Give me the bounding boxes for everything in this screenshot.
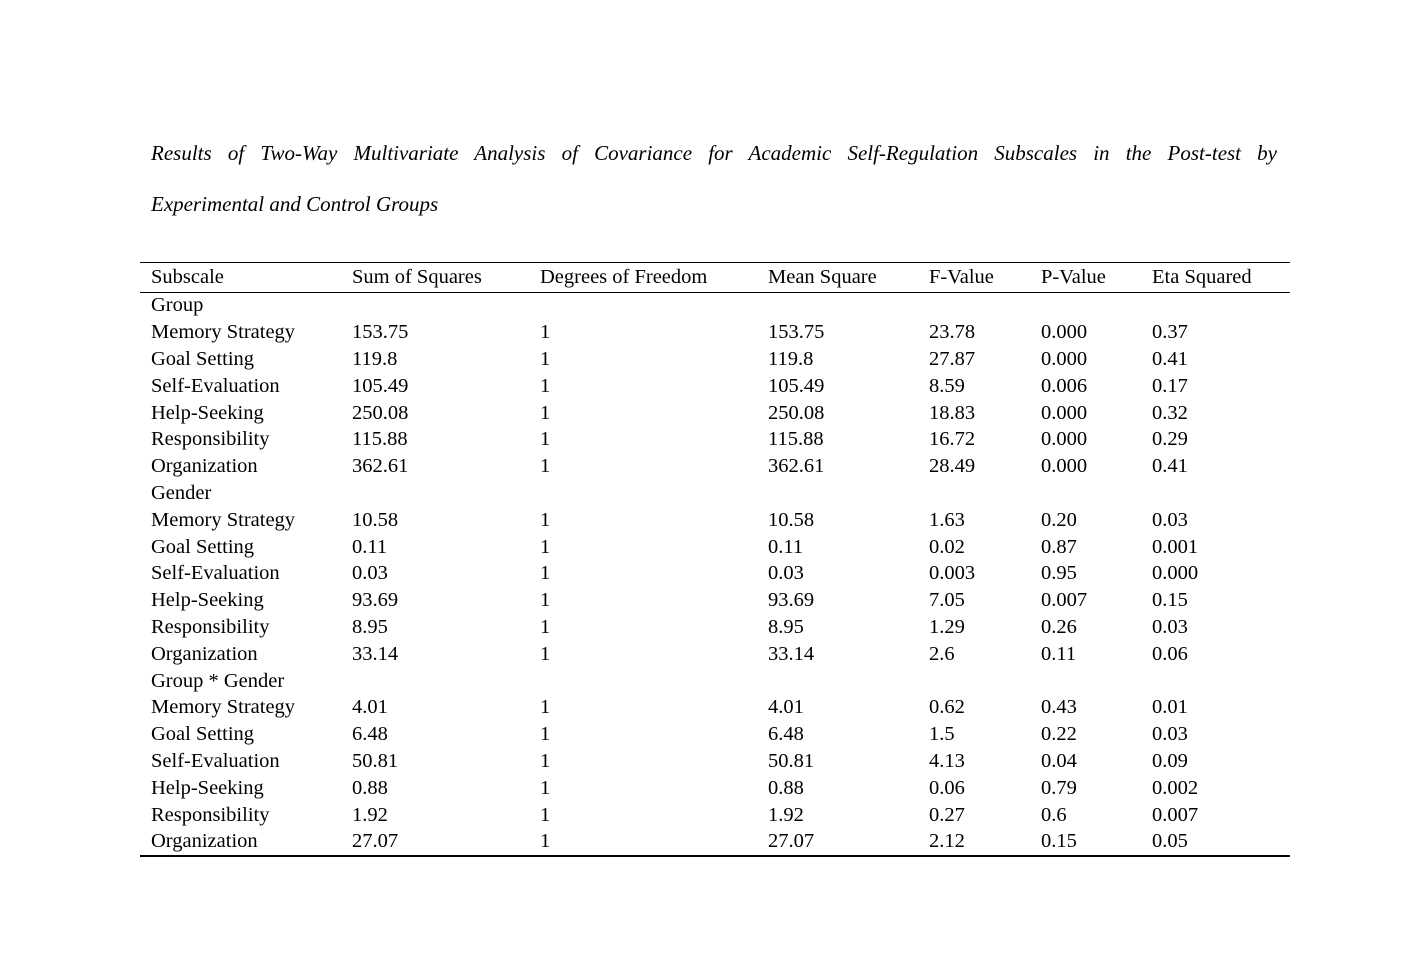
value-cell: 0.007: [1041, 589, 1088, 612]
table-row: [140, 828, 1290, 856]
section-row: [140, 480, 1290, 507]
value-cell: 0.88: [352, 776, 388, 799]
section-row: [140, 668, 1290, 695]
value-cell: 1: [540, 401, 551, 424]
column-header-f-value: F-Value: [929, 263, 1041, 293]
value-cell: 1: [540, 535, 551, 558]
value-cell: 115.88: [768, 428, 824, 451]
value-cell: 0.29: [1152, 428, 1188, 451]
value-cell: 33.14: [352, 642, 399, 665]
table-row: [140, 775, 1290, 802]
value-cell: 27.07: [768, 830, 815, 853]
table-row: [140, 507, 1290, 534]
value-cell: 153.75: [352, 321, 409, 344]
row-label: Self-Evaluation: [151, 374, 280, 397]
table-row: [140, 453, 1290, 480]
value-cell: 0.37: [1152, 321, 1188, 344]
value-cell: 27.87: [929, 347, 976, 370]
value-cell: 4.01: [352, 696, 388, 719]
value-cell: 1: [540, 830, 551, 853]
column-header-mean-square: Mean Square: [768, 263, 929, 293]
value-cell: 0.06: [1152, 642, 1188, 665]
value-cell: 0.41: [1152, 455, 1188, 478]
value-cell: 16.72: [929, 428, 976, 451]
table-row: [140, 721, 1290, 748]
row-label: Responsibility: [151, 428, 270, 451]
row-label: Self-Evaluation: [151, 562, 280, 585]
value-cell: 0.43: [1041, 696, 1077, 719]
value-cell: 105.49: [352, 374, 409, 397]
value-cell: 8.59: [929, 374, 965, 397]
value-cell: 0.02: [929, 535, 965, 558]
value-cell: 250.08: [352, 401, 409, 424]
table-row: [140, 319, 1290, 346]
header-row: [140, 263, 1290, 293]
table-row: [140, 426, 1290, 453]
table-row: [140, 802, 1290, 829]
value-cell: 0.15: [1041, 830, 1077, 853]
value-cell: 362.61: [352, 455, 409, 478]
value-cell: 0.22: [1041, 723, 1077, 746]
value-cell: 105.49: [768, 374, 825, 397]
value-cell: 1: [540, 803, 551, 826]
value-cell: 0.000: [1041, 347, 1088, 370]
value-cell: 1.63: [929, 508, 965, 531]
table-row: [140, 587, 1290, 614]
value-cell: 0.20: [1041, 508, 1077, 531]
column-header-degrees-of-freedom: Degrees of Freedom: [540, 263, 768, 293]
value-cell: 0.006: [1041, 374, 1088, 397]
row-label: Help-Seeking: [151, 401, 264, 424]
value-cell: 0.11: [352, 535, 388, 558]
table-row: [140, 748, 1290, 775]
table-row: [140, 560, 1290, 587]
mancova-results-table: [140, 262, 1290, 857]
table-row: [140, 400, 1290, 427]
table-row: [140, 614, 1290, 641]
table-row: [140, 694, 1290, 721]
value-cell: 250.08: [768, 401, 825, 424]
table-title-line-1: Results of Two-Way Multivariate Analysis of Covariance for Academic Self-Regulation Subscales in the Post-test by: [151, 141, 1277, 165]
value-cell: 6.48: [768, 723, 804, 746]
value-cell: 23.78: [929, 321, 976, 344]
value-cell: 0.01: [1152, 696, 1188, 719]
value-cell: 2.12: [929, 830, 965, 853]
value-cell: 0.15: [1152, 589, 1188, 612]
table-title-line-2: Experimental and Control Groups: [151, 192, 439, 216]
table-body: [140, 292, 1290, 856]
value-cell: 1: [540, 347, 551, 370]
value-cell: 1: [540, 455, 551, 478]
value-cell: 1: [540, 508, 551, 531]
value-cell: 0.03: [352, 562, 388, 585]
value-cell: 0.41: [1152, 347, 1188, 370]
table-row: [140, 373, 1290, 400]
value-cell: 93.69: [352, 589, 399, 612]
value-cell: 0.32: [1152, 401, 1188, 424]
value-cell: 0.87: [1041, 535, 1077, 558]
row-label: Goal Setting: [151, 723, 255, 746]
value-cell: 0.000: [1041, 401, 1088, 424]
value-cell: 27.07: [352, 830, 399, 853]
value-cell: 7.05: [929, 589, 965, 612]
section-row: [140, 292, 1290, 319]
value-cell: 1: [540, 776, 551, 799]
row-label: Organization: [151, 642, 258, 665]
column-header-sum-of-squares: Sum of Squares: [352, 263, 540, 293]
value-cell: 10.58: [768, 508, 815, 531]
value-cell: 28.49: [929, 455, 976, 478]
value-cell: 1: [540, 642, 551, 665]
value-cell: 0.05: [1152, 830, 1188, 853]
value-cell: 8.95: [352, 615, 388, 638]
value-cell: 0.95: [1041, 562, 1077, 585]
value-cell: 6.48: [352, 723, 388, 746]
row-label: Responsibility: [151, 615, 270, 638]
value-cell: 1: [540, 749, 551, 772]
value-cell: 115.88: [352, 428, 408, 451]
value-cell: 2.6: [929, 642, 955, 665]
value-cell: 362.61: [768, 455, 825, 478]
value-cell: 0.09: [1152, 749, 1188, 772]
value-cell: 1.5: [929, 723, 955, 746]
value-cell: 0.000: [1041, 428, 1088, 451]
value-cell: 1: [540, 615, 551, 638]
value-cell: 93.69: [768, 589, 815, 612]
column-header-p-value: P-Value: [1041, 263, 1152, 293]
value-cell: 0.03: [1152, 723, 1188, 746]
section-label: Gender: [151, 481, 212, 504]
value-cell: 1: [540, 723, 551, 746]
value-cell: 0.001: [1152, 535, 1199, 558]
value-cell: 0.03: [1152, 615, 1188, 638]
value-cell: 0.002: [1152, 776, 1199, 799]
value-cell: 0.6: [1041, 803, 1067, 826]
value-cell: 0.000: [1041, 321, 1088, 344]
column-header-eta-squared: Eta Squared: [1152, 263, 1290, 293]
row-label: Memory Strategy: [151, 696, 296, 719]
value-cell: 1: [540, 696, 551, 719]
value-cell: 4.13: [929, 749, 965, 772]
value-cell: 0.003: [929, 562, 976, 585]
value-cell: 0.17: [1152, 374, 1188, 397]
value-cell: 33.14: [768, 642, 815, 665]
value-cell: 0.27: [929, 803, 965, 826]
value-cell: 0.62: [929, 696, 965, 719]
row-label: Responsibility: [151, 803, 270, 826]
row-label: Organization: [151, 455, 258, 478]
value-cell: 1: [540, 562, 551, 585]
value-cell: 0.03: [768, 562, 804, 585]
value-cell: 1.92: [768, 803, 804, 826]
value-cell: 0.26: [1041, 615, 1077, 638]
value-cell: 0.11: [768, 535, 804, 558]
table-header: [140, 263, 1290, 293]
row-label: Help-Seeking: [151, 589, 264, 612]
value-cell: 1: [540, 374, 551, 397]
row-label: Organization: [151, 830, 258, 853]
row-label: Goal Setting: [151, 347, 255, 370]
row-label: Memory Strategy: [151, 321, 296, 344]
value-cell: 1: [540, 589, 551, 612]
value-cell: 153.75: [768, 321, 825, 344]
row-label: Goal Setting: [151, 535, 255, 558]
value-cell: 1: [540, 428, 551, 451]
value-cell: 0.88: [768, 776, 804, 799]
table-row: [140, 641, 1290, 668]
row-label: Memory Strategy: [151, 508, 296, 531]
value-cell: 0.79: [1041, 776, 1077, 799]
table-row: [140, 534, 1290, 561]
value-cell: 119.8: [352, 347, 398, 370]
value-cell: 1.92: [352, 803, 388, 826]
row-label: Self-Evaluation: [151, 749, 280, 772]
table-row: [140, 346, 1290, 373]
row-label: Help-Seeking: [151, 776, 264, 799]
value-cell: 1.29: [929, 615, 965, 638]
section-label: Group: [151, 294, 204, 317]
value-cell: 0.000: [1041, 455, 1088, 478]
value-cell: 18.83: [929, 401, 976, 424]
value-cell: 119.8: [768, 347, 814, 370]
value-cell: 1: [540, 321, 551, 344]
value-cell: 0.03: [1152, 508, 1188, 531]
value-cell: 0.04: [1041, 749, 1077, 772]
value-cell: 0.11: [1041, 642, 1077, 665]
section-label: Group * Gender: [151, 669, 285, 692]
column-header-subscale: Subscale: [140, 263, 352, 293]
value-cell: 50.81: [768, 749, 815, 772]
value-cell: 0.000: [1152, 562, 1199, 585]
value-cell: 4.01: [768, 696, 804, 719]
value-cell: 50.81: [352, 749, 399, 772]
value-cell: 0.06: [929, 776, 965, 799]
value-cell: 0.007: [1152, 803, 1199, 826]
value-cell: 10.58: [352, 508, 399, 531]
value-cell: 8.95: [768, 615, 804, 638]
